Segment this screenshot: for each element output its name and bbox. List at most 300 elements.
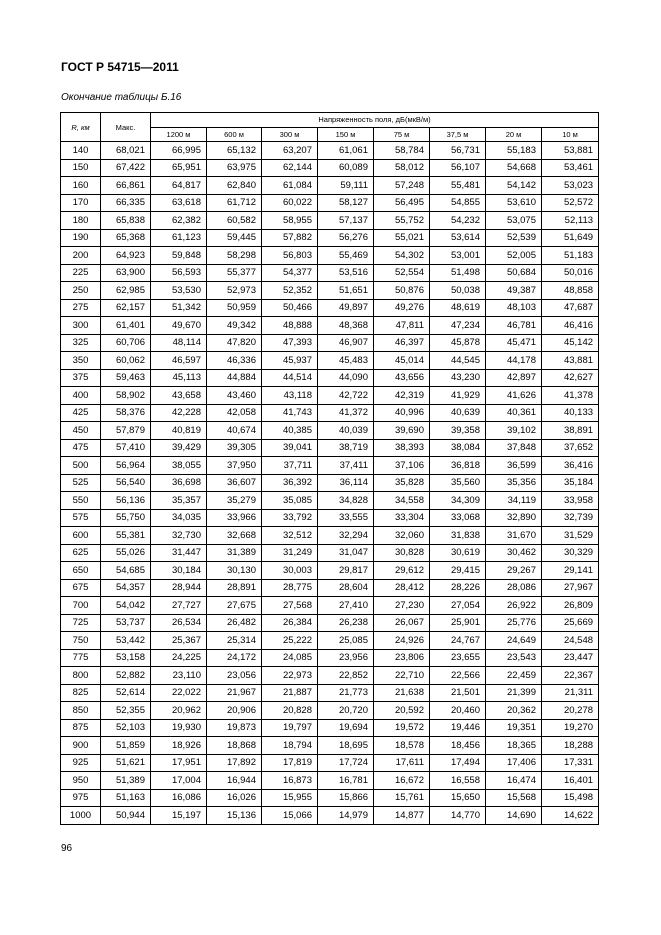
field-value-cell: 55,021 xyxy=(374,229,430,247)
field-value-cell: 35,560 xyxy=(430,474,486,492)
field-value-cell: 48,368 xyxy=(318,317,374,335)
field-value-cell: 40,819 xyxy=(151,422,207,440)
distance-cell: 725 xyxy=(61,614,101,632)
max-value-cell: 62,985 xyxy=(101,282,151,300)
field-value-cell: 48,103 xyxy=(486,299,542,317)
field-value-cell: 32,739 xyxy=(542,509,599,527)
field-value-cell: 36,114 xyxy=(318,474,374,492)
field-value-cell: 43,118 xyxy=(262,387,318,405)
field-value-cell: 45,014 xyxy=(374,352,430,370)
field-value-cell: 15,955 xyxy=(262,789,318,807)
field-value-cell: 33,555 xyxy=(318,509,374,527)
field-value-cell: 49,897 xyxy=(318,299,374,317)
field-value-cell: 21,311 xyxy=(542,684,599,702)
field-value-cell: 16,873 xyxy=(262,772,318,790)
max-value-cell: 55,381 xyxy=(101,527,151,545)
field-value-cell: 61,084 xyxy=(262,177,318,195)
field-value-cell: 36,607 xyxy=(207,474,262,492)
max-value-cell: 51,859 xyxy=(101,737,151,755)
table-row xyxy=(61,667,599,685)
field-value-cell: 42,897 xyxy=(486,369,542,387)
field-value-cell: 40,361 xyxy=(486,404,542,422)
field-value-cell: 43,881 xyxy=(542,352,599,370)
field-value-cell: 22,459 xyxy=(486,667,542,685)
field-value-cell: 37,411 xyxy=(318,457,374,475)
distance-cell: 400 xyxy=(61,387,101,405)
field-value-cell: 32,730 xyxy=(151,527,207,545)
table-row xyxy=(61,702,599,720)
field-value-cell: 15,650 xyxy=(430,789,486,807)
field-value-cell: 52,554 xyxy=(374,264,430,282)
field-value-cell: 61,712 xyxy=(207,194,262,212)
field-value-cell: 34,119 xyxy=(486,492,542,510)
field-value-cell: 19,930 xyxy=(151,719,207,737)
field-value-cell: 24,085 xyxy=(262,649,318,667)
field-value-cell: 42,627 xyxy=(542,369,599,387)
table-body xyxy=(61,142,599,825)
field-value-cell: 45,937 xyxy=(262,352,318,370)
field-value-cell: 48,114 xyxy=(151,334,207,352)
field-value-cell: 21,399 xyxy=(486,684,542,702)
field-value-cell: 31,047 xyxy=(318,544,374,562)
max-value-cell: 57,410 xyxy=(101,439,151,457)
field-value-cell: 22,852 xyxy=(318,667,374,685)
table-caption: Окончание таблицы Б.16 xyxy=(61,92,182,103)
max-value-cell: 56,964 xyxy=(101,457,151,475)
distance-cell: 275 xyxy=(61,299,101,317)
field-value-cell: 31,529 xyxy=(542,527,599,545)
field-value-cell: 31,389 xyxy=(207,544,262,562)
field-value-cell: 50,466 xyxy=(262,299,318,317)
field-value-cell: 19,572 xyxy=(374,719,430,737)
field-value-cell: 41,372 xyxy=(318,404,374,422)
table-row xyxy=(61,369,599,387)
max-value-cell: 51,621 xyxy=(101,754,151,772)
table-row xyxy=(61,649,599,667)
field-value-cell: 27,410 xyxy=(318,597,374,615)
field-value-cell: 45,113 xyxy=(151,369,207,387)
field-value-cell: 15,066 xyxy=(262,807,318,825)
field-value-cell: 56,495 xyxy=(374,194,430,212)
table-row xyxy=(61,177,599,195)
table-row xyxy=(61,562,599,580)
field-value-cell: 55,377 xyxy=(207,264,262,282)
max-value-cell: 56,136 xyxy=(101,492,151,510)
max-value-cell: 66,861 xyxy=(101,177,151,195)
field-value-cell: 30,184 xyxy=(151,562,207,580)
field-value-cell: 21,773 xyxy=(318,684,374,702)
field-value-cell: 16,944 xyxy=(207,772,262,790)
field-value-cell: 30,462 xyxy=(486,544,542,562)
field-value-cell: 39,429 xyxy=(151,439,207,457)
field-value-cell: 16,672 xyxy=(374,772,430,790)
field-value-cell: 38,719 xyxy=(318,439,374,457)
field-value-cell: 45,142 xyxy=(542,334,599,352)
field-value-cell: 27,568 xyxy=(262,597,318,615)
distance-cell: 550 xyxy=(61,492,101,510)
field-value-cell: 30,130 xyxy=(207,562,262,580)
distance-cell: 675 xyxy=(61,579,101,597)
field-value-cell: 34,558 xyxy=(374,492,430,510)
header-field-strength-group: Напряженность поля, дБ(мкВ/м) xyxy=(151,113,599,128)
field-value-cell: 37,106 xyxy=(374,457,430,475)
table-row xyxy=(61,264,599,282)
field-value-cell: 62,382 xyxy=(151,212,207,230)
field-value-cell: 25,314 xyxy=(207,632,262,650)
table-row xyxy=(61,632,599,650)
table-row xyxy=(61,772,599,790)
field-value-cell: 16,026 xyxy=(207,789,262,807)
field-value-cell: 44,545 xyxy=(430,352,486,370)
field-value-cell: 32,890 xyxy=(486,509,542,527)
field-value-cell: 50,684 xyxy=(486,264,542,282)
max-value-cell: 65,838 xyxy=(101,212,151,230)
field-value-cell: 47,811 xyxy=(374,317,430,335)
distance-cell: 200 xyxy=(61,247,101,265)
distance-cell: 825 xyxy=(61,684,101,702)
table-row xyxy=(61,509,599,527)
field-value-cell: 27,675 xyxy=(207,597,262,615)
field-value-cell: 40,996 xyxy=(374,404,430,422)
max-value-cell: 58,902 xyxy=(101,387,151,405)
field-value-cell: 53,516 xyxy=(318,264,374,282)
distance-cell: 250 xyxy=(61,282,101,300)
field-value-cell: 28,604 xyxy=(318,579,374,597)
max-value-cell: 54,357 xyxy=(101,579,151,597)
field-value-cell: 59,848 xyxy=(151,247,207,265)
table-row xyxy=(61,457,599,475)
field-value-cell: 54,142 xyxy=(486,177,542,195)
distance-cell: 475 xyxy=(61,439,101,457)
field-value-cell: 24,926 xyxy=(374,632,430,650)
table-row xyxy=(61,492,599,510)
field-value-cell: 29,141 xyxy=(542,562,599,580)
max-value-cell: 50,944 xyxy=(101,807,151,825)
field-value-cell: 20,720 xyxy=(318,702,374,720)
distance-cell: 500 xyxy=(61,457,101,475)
field-value-cell: 56,803 xyxy=(262,247,318,265)
header-height-col: 10 м xyxy=(542,128,599,142)
max-value-cell: 66,335 xyxy=(101,194,151,212)
field-value-cell: 48,858 xyxy=(542,282,599,300)
field-value-cell: 23,447 xyxy=(542,649,599,667)
max-value-cell: 51,163 xyxy=(101,789,151,807)
field-value-cell: 42,319 xyxy=(374,387,430,405)
field-value-cell: 66,995 xyxy=(151,142,207,160)
field-value-cell: 51,651 xyxy=(318,282,374,300)
field-value-cell: 18,578 xyxy=(374,737,430,755)
field-value-cell: 46,907 xyxy=(318,334,374,352)
distance-cell: 180 xyxy=(61,212,101,230)
field-value-cell: 16,781 xyxy=(318,772,374,790)
field-value-cell: 14,877 xyxy=(374,807,430,825)
field-value-cell: 21,638 xyxy=(374,684,430,702)
distance-cell: 1000 xyxy=(61,807,101,825)
table-row xyxy=(61,422,599,440)
field-value-cell: 49,670 xyxy=(151,317,207,335)
field-value-cell: 42,058 xyxy=(207,404,262,422)
field-value-cell: 17,406 xyxy=(486,754,542,772)
field-value-cell: 58,298 xyxy=(207,247,262,265)
field-value-cell: 31,249 xyxy=(262,544,318,562)
max-value-cell: 67,422 xyxy=(101,159,151,177)
field-value-cell: 49,342 xyxy=(207,317,262,335)
field-value-cell: 63,975 xyxy=(207,159,262,177)
max-value-cell: 55,026 xyxy=(101,544,151,562)
field-value-cell: 61,061 xyxy=(318,142,374,160)
field-value-cell: 28,412 xyxy=(374,579,430,597)
field-value-cell: 53,610 xyxy=(486,194,542,212)
field-value-cell: 35,279 xyxy=(207,492,262,510)
field-value-cell: 29,267 xyxy=(486,562,542,580)
page-number: 96 xyxy=(61,843,73,854)
field-value-cell: 23,956 xyxy=(318,649,374,667)
field-value-cell: 33,958 xyxy=(542,492,599,510)
field-value-cell: 60,089 xyxy=(318,159,374,177)
distance-cell: 950 xyxy=(61,772,101,790)
field-value-cell: 19,797 xyxy=(262,719,318,737)
distance-cell: 625 xyxy=(61,544,101,562)
field-value-cell: 52,352 xyxy=(262,282,318,300)
field-value-cell: 65,951 xyxy=(151,159,207,177)
table-row xyxy=(61,527,599,545)
field-value-cell: 30,003 xyxy=(262,562,318,580)
field-value-cell: 28,891 xyxy=(207,579,262,597)
max-value-cell: 65,368 xyxy=(101,229,151,247)
distance-cell: 190 xyxy=(61,229,101,247)
field-value-cell: 39,690 xyxy=(374,422,430,440)
field-value-cell: 58,127 xyxy=(318,194,374,212)
field-value-cell: 26,534 xyxy=(151,614,207,632)
distance-cell: 575 xyxy=(61,509,101,527)
distance-cell: 800 xyxy=(61,667,101,685)
field-value-cell: 23,655 xyxy=(430,649,486,667)
field-value-cell: 53,001 xyxy=(430,247,486,265)
field-value-cell: 20,828 xyxy=(262,702,318,720)
max-value-cell: 54,042 xyxy=(101,597,151,615)
field-value-cell: 33,792 xyxy=(262,509,318,527)
table-row xyxy=(61,334,599,352)
table-row xyxy=(61,614,599,632)
distance-cell: 140 xyxy=(61,142,101,160)
field-value-cell: 55,469 xyxy=(318,247,374,265)
table-header xyxy=(61,113,599,142)
field-value-cell: 38,055 xyxy=(151,457,207,475)
table-row xyxy=(61,807,599,825)
distance-cell: 350 xyxy=(61,352,101,370)
field-value-cell: 20,362 xyxy=(486,702,542,720)
max-value-cell: 52,355 xyxy=(101,702,151,720)
field-value-cell: 31,838 xyxy=(430,527,486,545)
field-value-cell: 30,828 xyxy=(374,544,430,562)
field-value-cell: 36,818 xyxy=(430,457,486,475)
table-row xyxy=(61,247,599,265)
field-value-cell: 34,035 xyxy=(151,509,207,527)
field-value-cell: 15,197 xyxy=(151,807,207,825)
field-value-cell: 58,955 xyxy=(262,212,318,230)
field-value-cell: 27,230 xyxy=(374,597,430,615)
distance-cell: 750 xyxy=(61,632,101,650)
field-value-cell: 58,012 xyxy=(374,159,430,177)
field-value-cell: 15,568 xyxy=(486,789,542,807)
field-value-cell: 31,670 xyxy=(486,527,542,545)
header-distance: R, км xyxy=(61,113,101,142)
field-value-cell: 56,731 xyxy=(430,142,486,160)
field-value-cell: 14,622 xyxy=(542,807,599,825)
max-value-cell: 59,463 xyxy=(101,369,151,387)
field-value-cell: 56,593 xyxy=(151,264,207,282)
field-value-cell: 20,278 xyxy=(542,702,599,720)
table-row xyxy=(61,754,599,772)
field-value-cell: 17,892 xyxy=(207,754,262,772)
distance-cell: 600 xyxy=(61,527,101,545)
field-value-cell: 54,855 xyxy=(430,194,486,212)
field-value-cell: 61,123 xyxy=(151,229,207,247)
field-value-cell: 46,397 xyxy=(374,334,430,352)
table-row xyxy=(61,212,599,230)
field-value-cell: 45,483 xyxy=(318,352,374,370)
field-value-cell: 22,566 xyxy=(430,667,486,685)
field-value-cell: 17,611 xyxy=(374,754,430,772)
table-row xyxy=(61,352,599,370)
field-value-cell: 29,415 xyxy=(430,562,486,580)
field-value-cell: 22,367 xyxy=(542,667,599,685)
field-value-cell: 27,054 xyxy=(430,597,486,615)
field-value-cell: 17,494 xyxy=(430,754,486,772)
field-value-cell: 52,539 xyxy=(486,229,542,247)
field-value-cell: 51,183 xyxy=(542,247,599,265)
field-value-cell: 32,512 xyxy=(262,527,318,545)
field-value-cell: 40,639 xyxy=(430,404,486,422)
max-value-cell: 53,442 xyxy=(101,632,151,650)
max-value-cell: 60,062 xyxy=(101,352,151,370)
field-value-cell: 38,891 xyxy=(542,422,599,440)
table-row xyxy=(61,299,599,317)
field-value-cell: 28,775 xyxy=(262,579,318,597)
field-value-cell: 17,951 xyxy=(151,754,207,772)
field-strength-table xyxy=(60,112,599,825)
field-value-cell: 21,501 xyxy=(430,684,486,702)
distance-cell: 700 xyxy=(61,597,101,615)
field-value-cell: 32,668 xyxy=(207,527,262,545)
table-row xyxy=(61,719,599,737)
field-value-cell: 57,882 xyxy=(262,229,318,247)
table-row xyxy=(61,597,599,615)
table-row xyxy=(61,317,599,335)
field-value-cell: 22,710 xyxy=(374,667,430,685)
field-value-cell: 54,302 xyxy=(374,247,430,265)
field-value-cell: 48,619 xyxy=(430,299,486,317)
field-value-cell: 15,761 xyxy=(374,789,430,807)
field-value-cell: 26,067 xyxy=(374,614,430,632)
distance-cell: 150 xyxy=(61,159,101,177)
distance-cell: 375 xyxy=(61,369,101,387)
field-value-cell: 18,365 xyxy=(486,737,542,755)
field-value-cell: 23,806 xyxy=(374,649,430,667)
field-value-cell: 43,656 xyxy=(374,369,430,387)
field-value-cell: 19,694 xyxy=(318,719,374,737)
field-value-cell: 24,649 xyxy=(486,632,542,650)
field-value-cell: 25,669 xyxy=(542,614,599,632)
field-value-cell: 30,619 xyxy=(430,544,486,562)
field-value-cell: 45,471 xyxy=(486,334,542,352)
field-value-cell: 19,351 xyxy=(486,719,542,737)
distance-cell: 325 xyxy=(61,334,101,352)
max-value-cell: 63,900 xyxy=(101,264,151,282)
field-value-cell: 37,652 xyxy=(542,439,599,457)
field-value-cell: 21,887 xyxy=(262,684,318,702)
field-value-cell: 20,962 xyxy=(151,702,207,720)
field-value-cell: 55,752 xyxy=(374,212,430,230)
max-value-cell: 54,685 xyxy=(101,562,151,580)
field-value-cell: 52,572 xyxy=(542,194,599,212)
field-value-cell: 41,929 xyxy=(430,387,486,405)
document-id-header: ГОСТ Р 54715—2011 xyxy=(61,60,179,74)
field-value-cell: 60,022 xyxy=(262,194,318,212)
field-value-cell: 44,884 xyxy=(207,369,262,387)
field-value-cell: 53,075 xyxy=(486,212,542,230)
field-value-cell: 17,331 xyxy=(542,754,599,772)
table-row xyxy=(61,194,599,212)
field-value-cell: 29,817 xyxy=(318,562,374,580)
field-value-cell: 50,959 xyxy=(207,299,262,317)
field-value-cell: 41,626 xyxy=(486,387,542,405)
field-value-cell: 37,711 xyxy=(262,457,318,475)
distance-cell: 900 xyxy=(61,737,101,755)
field-value-cell: 24,548 xyxy=(542,632,599,650)
field-value-cell: 22,022 xyxy=(151,684,207,702)
field-value-cell: 62,144 xyxy=(262,159,318,177)
field-value-cell: 30,329 xyxy=(542,544,599,562)
field-value-cell: 26,238 xyxy=(318,614,374,632)
field-value-cell: 42,722 xyxy=(318,387,374,405)
field-value-cell: 14,770 xyxy=(430,807,486,825)
distance-cell: 170 xyxy=(61,194,101,212)
field-value-cell: 57,137 xyxy=(318,212,374,230)
header-max: Макс. xyxy=(101,113,151,142)
distance-cell: 525 xyxy=(61,474,101,492)
distance-cell: 850 xyxy=(61,702,101,720)
field-value-cell: 46,336 xyxy=(207,352,262,370)
field-value-cell: 63,618 xyxy=(151,194,207,212)
distance-cell: 450 xyxy=(61,422,101,440)
distance-cell: 650 xyxy=(61,562,101,580)
field-value-cell: 14,690 xyxy=(486,807,542,825)
field-value-cell: 36,392 xyxy=(262,474,318,492)
field-value-cell: 62,840 xyxy=(207,177,262,195)
field-value-cell: 28,944 xyxy=(151,579,207,597)
table-row xyxy=(61,579,599,597)
field-value-cell: 18,288 xyxy=(542,737,599,755)
field-value-cell: 41,378 xyxy=(542,387,599,405)
field-value-cell: 24,225 xyxy=(151,649,207,667)
field-value-cell: 35,085 xyxy=(262,492,318,510)
field-value-cell: 53,881 xyxy=(542,142,599,160)
field-value-cell: 44,514 xyxy=(262,369,318,387)
field-value-cell: 53,530 xyxy=(151,282,207,300)
max-value-cell: 51,389 xyxy=(101,772,151,790)
distance-cell: 160 xyxy=(61,177,101,195)
field-value-cell: 53,023 xyxy=(542,177,599,195)
field-value-cell: 38,393 xyxy=(374,439,430,457)
field-value-cell: 57,248 xyxy=(374,177,430,195)
field-value-cell: 20,906 xyxy=(207,702,262,720)
field-value-cell: 53,461 xyxy=(542,159,599,177)
field-value-cell: 48,888 xyxy=(262,317,318,335)
field-value-cell: 15,866 xyxy=(318,789,374,807)
field-value-cell: 35,357 xyxy=(151,492,207,510)
max-value-cell: 53,158 xyxy=(101,649,151,667)
